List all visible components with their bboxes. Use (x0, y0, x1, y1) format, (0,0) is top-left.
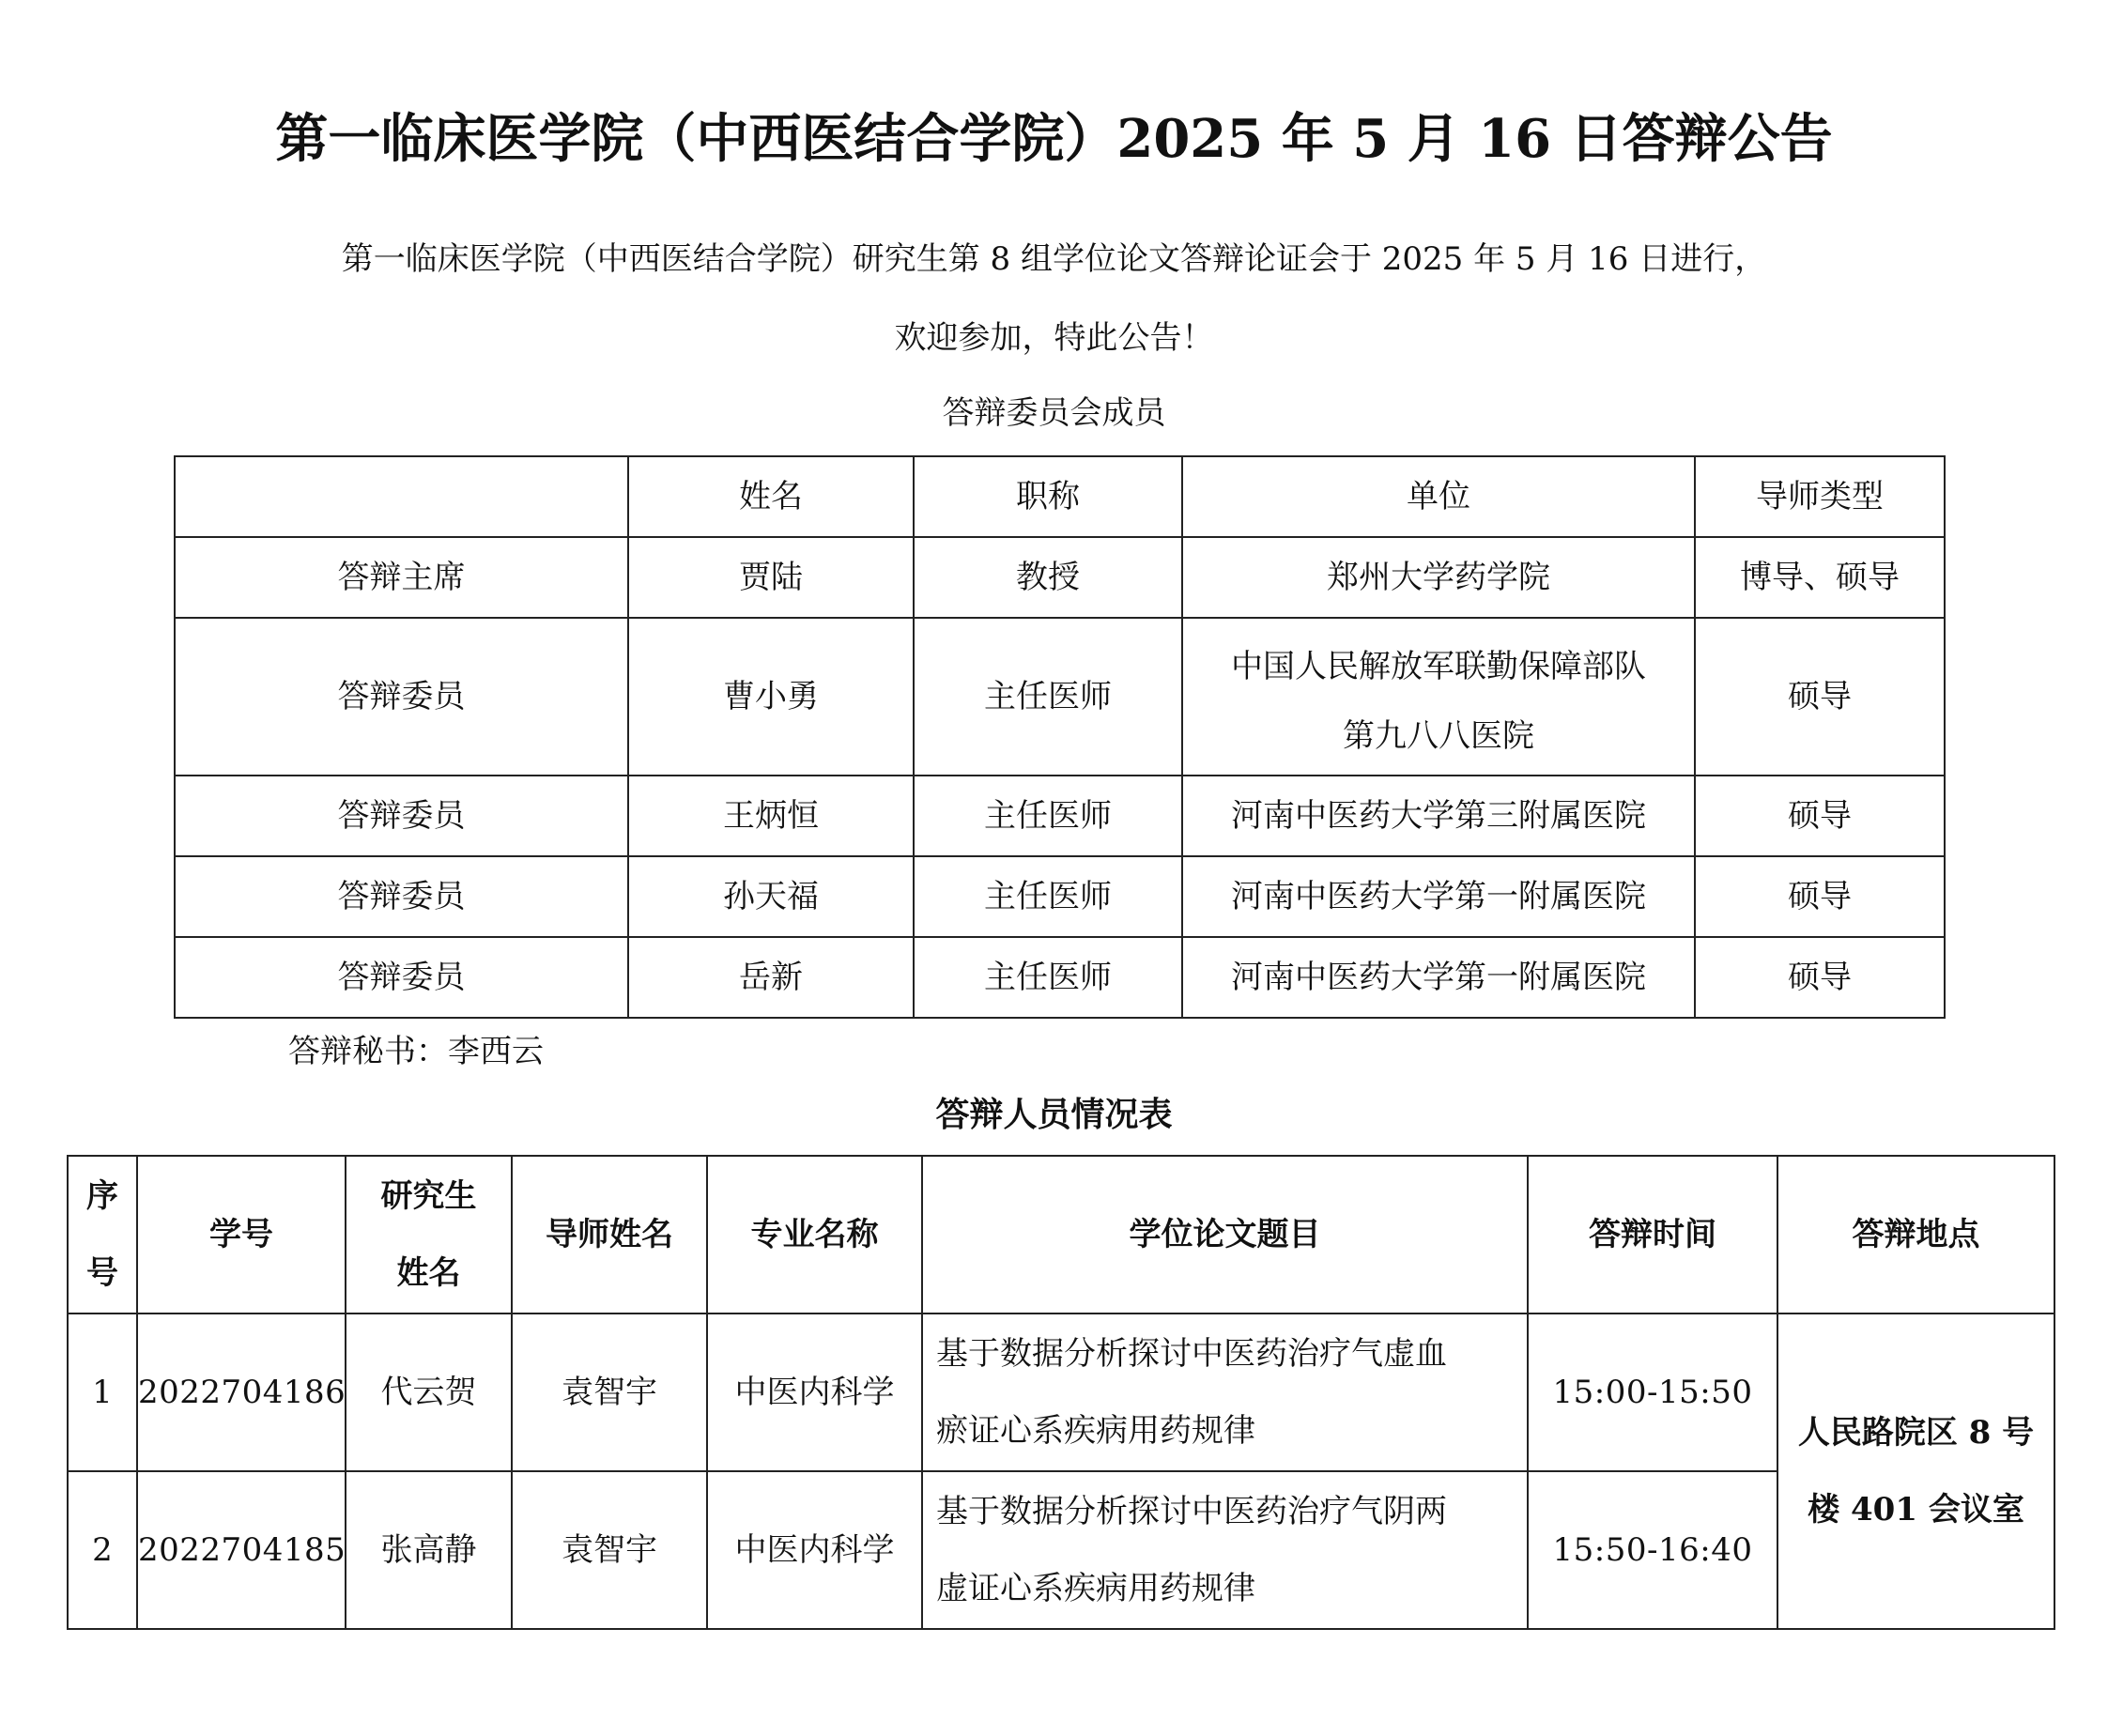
intro-line-1: 第一临床医学院（中西医结合学院）研究生第 8 组学位论文答辩论证会于 2025 年 5 月 16 日进行， (341, 240, 1767, 278)
header-seq (68, 1156, 137, 1314)
header-student-name (346, 1156, 512, 1314)
student-id: 2022704185 (137, 1471, 346, 1629)
member-rank: 主任医师 (914, 618, 1182, 776)
committee-row (175, 618, 1945, 776)
committee-header-row (175, 456, 1945, 537)
thesis-line-2: 瘀证心系疾病用药规律 (936, 1412, 1255, 1450)
student-time: 15:00-15:50 (1528, 1314, 1777, 1471)
committee-table (174, 455, 1946, 1019)
member-role: 答辩委员 (175, 776, 628, 856)
member-role: 答辩主席 (175, 537, 628, 618)
member-role: 答辩委员 (175, 856, 628, 937)
committee-row (175, 937, 1945, 1018)
student-name: 张高静 (346, 1471, 512, 1629)
student-row (68, 1314, 2054, 1471)
student-thesis (922, 1314, 1528, 1471)
header-thesis: 学位论文题目 (922, 1156, 1528, 1314)
member-unit: 河南中医药大学第一附属医院 (1182, 937, 1695, 1018)
thesis-line-2: 虚证心系疾病用药规律 (936, 1570, 1255, 1607)
student-seq: 2 (68, 1471, 137, 1629)
header-student-name-line-2: 姓名 (396, 1254, 461, 1292)
member-type: 硕导 (1695, 776, 1945, 856)
member-rank: 主任医师 (914, 856, 1182, 937)
member-type: 博导、硕导 (1695, 537, 1945, 618)
committee-row (175, 776, 1945, 856)
defense-place (1777, 1314, 2054, 1629)
header-student-name-line-1: 研究生 (380, 1177, 477, 1215)
committee-row (175, 537, 1945, 618)
header-time: 答辩时间 (1528, 1156, 1777, 1314)
member-name: 贾陆 (628, 537, 914, 618)
header-seq-line-1: 序 (86, 1177, 118, 1215)
students-header-row (68, 1156, 2054, 1314)
student-advisor: 袁智宇 (512, 1471, 707, 1629)
member-name: 曹小勇 (628, 618, 914, 776)
member-role: 答辩委员 (175, 618, 628, 776)
page-title: 第一临床医学院（中西医结合学院）2025 年 5 月 16 日答辩公告 (275, 108, 1833, 170)
member-unit-line-2: 第九八八医院 (1343, 717, 1534, 755)
committee-header-type: 导师类型 (1695, 456, 1945, 537)
committee-caption: 答辩委员会成员 (942, 394, 1166, 432)
committee-header-unit: 单位 (1182, 456, 1695, 537)
member-type: 硕导 (1695, 937, 1945, 1018)
student-name: 代云贺 (346, 1314, 512, 1471)
header-seq-line-2: 号 (86, 1254, 118, 1292)
member-rank: 教授 (914, 537, 1182, 618)
defense-secretary: 答辩秘书：李西云 (288, 1033, 544, 1070)
thesis-line-1: 基于数据分析探讨中医药治疗气阴两 (936, 1493, 1447, 1530)
student-id: 2022704186 (137, 1314, 346, 1471)
member-unit: 郑州大学药学院 (1182, 537, 1695, 618)
member-role: 答辩委员 (175, 937, 628, 1018)
student-seq: 1 (68, 1314, 137, 1471)
member-rank: 主任医师 (914, 937, 1182, 1018)
member-unit (1182, 618, 1695, 776)
member-rank: 主任医师 (914, 776, 1182, 856)
place-line-1: 人民路院区 8 号 (1797, 1414, 2035, 1452)
header-advisor: 导师姓名 (512, 1156, 707, 1314)
member-unit: 河南中医药大学第一附属医院 (1182, 856, 1695, 937)
header-major: 专业名称 (707, 1156, 922, 1314)
member-type: 硕导 (1695, 856, 1945, 937)
student-advisor: 袁智宇 (512, 1314, 707, 1471)
header-id: 学号 (137, 1156, 346, 1314)
member-unit-line-1: 中国人民解放军联勤保障部队 (1231, 648, 1646, 685)
committee-header-rank: 职称 (914, 456, 1182, 537)
thesis-line-1: 基于数据分析探讨中医药治疗气虚血 (936, 1335, 1447, 1373)
student-thesis (922, 1471, 1528, 1629)
header-place: 答辩地点 (1777, 1156, 2054, 1314)
committee-row (175, 856, 1945, 937)
student-major: 中医内科学 (707, 1471, 922, 1629)
students-table (67, 1155, 2055, 1630)
intro-paragraph (0, 231, 2108, 366)
member-name: 岳新 (628, 937, 914, 1018)
student-major: 中医内科学 (707, 1314, 922, 1471)
committee-header-name: 姓名 (628, 456, 914, 537)
place-line-2: 楼 401 会议室 (1808, 1491, 2024, 1529)
student-time: 15:50-16:40 (1528, 1471, 1777, 1629)
member-type: 硕导 (1695, 618, 1945, 776)
intro-line-2: 欢迎参加，特此公告！ (894, 319, 1214, 357)
member-unit: 河南中医药大学第三附属医院 (1182, 776, 1695, 856)
member-name: 王炳恒 (628, 776, 914, 856)
member-name: 孙天福 (628, 856, 914, 937)
students-caption: 答辩人员情况表 (935, 1095, 1173, 1134)
student-row (68, 1471, 2054, 1629)
committee-header-role (175, 456, 628, 537)
